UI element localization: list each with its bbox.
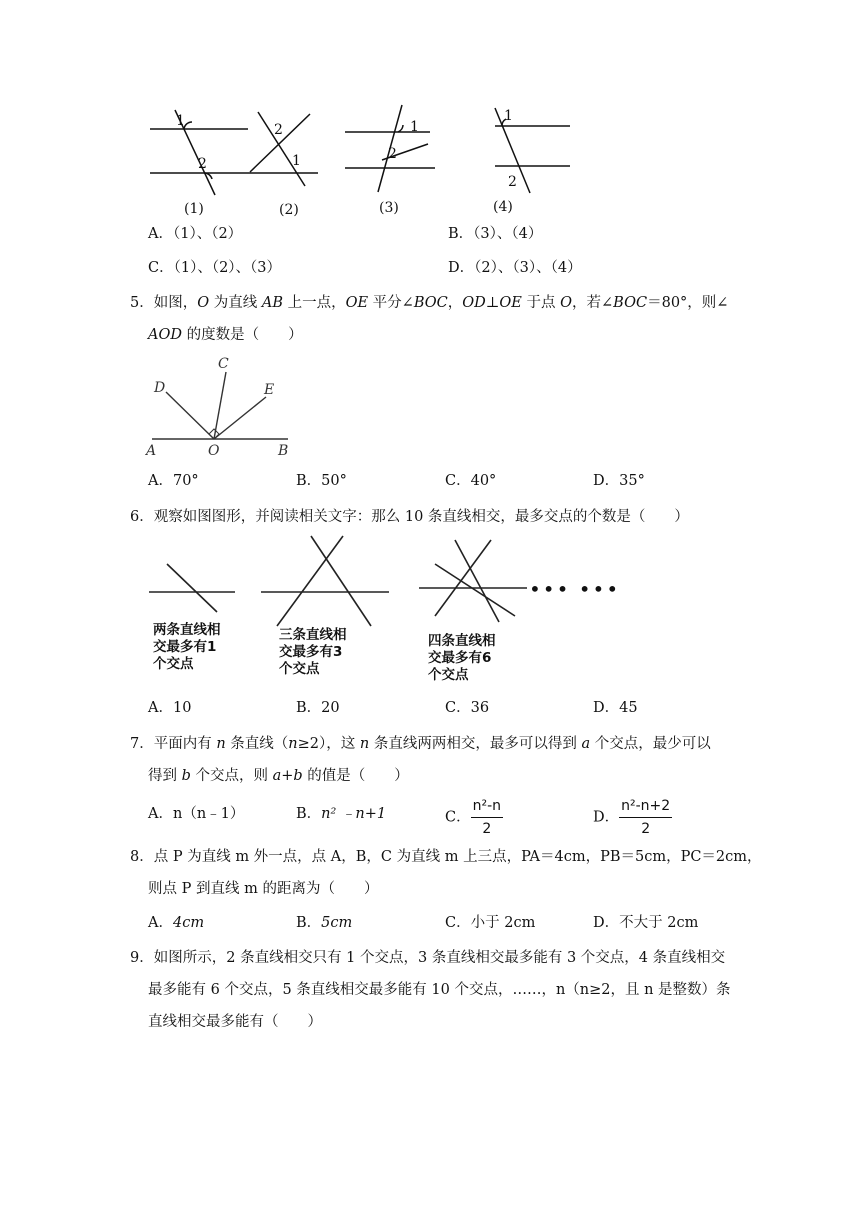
- q4-caption-1: (1): [184, 201, 204, 217]
- q5-label-b: B: [278, 443, 289, 459]
- q5-option-d[interactable]: D．35°: [593, 473, 645, 489]
- q7-option-a[interactable]: A．n（n﹣1）: [148, 806, 245, 822]
- q4-option-b[interactable]: B．（3）、（4）: [448, 226, 543, 242]
- q7-option-c[interactable]: C． $\frac{\text{n²-n}}{2}$: [445, 798, 502, 837]
- q9-stem-line3: 直线相交最多能有（ ）: [148, 1014, 322, 1030]
- q5-label-o: O: [208, 443, 220, 459]
- q8-option-d[interactable]: D．不大于 2cm: [593, 915, 699, 931]
- q5-label-c: C: [218, 356, 229, 372]
- q4-fig3-label-2: 2: [388, 146, 397, 162]
- q5-option-a[interactable]: A．70°: [148, 473, 199, 489]
- q5-stem-line2: AOD 的度数是（ ）: [148, 327, 303, 343]
- q6-ellipsis-dots: ••• •••: [529, 577, 621, 601]
- q7-option-b[interactable]: B．n² ﹣n+1: [296, 806, 387, 822]
- q4-fig2-label-1: 1: [292, 153, 301, 169]
- q7-stem-line1: 7．平面内有 n 条直线（n≥2），这 n 条直线两两相交，最多可以得到 a 个交点，最少可以: [130, 736, 711, 752]
- q5-option-b[interactable]: B．50°: [296, 473, 347, 489]
- q4-figures: [140, 100, 580, 220]
- q8-stem-line2: 则点 P 到直线 m 的距离为（ ）: [148, 881, 379, 897]
- q4-fig2-label-2: 2: [274, 122, 283, 138]
- q8-option-a[interactable]: A．4cm: [148, 915, 205, 931]
- q4-option-c[interactable]: C．（1）、（2）、（3）: [148, 260, 282, 276]
- q8-stem-line1: 8．点 P 为直线 m 外一点，点 A，B，C 为直线 m 上三点，PA＝4cm，PB＝5cm，PC＝2cm，: [130, 849, 762, 865]
- q6-caption-1: 两条直线相 交最多有1 个交点: [153, 622, 221, 672]
- q6-option-c[interactable]: C．36: [445, 700, 490, 716]
- q4-fig4-label-2: 2: [508, 174, 517, 190]
- q4-caption-4: (4): [493, 199, 513, 215]
- q9-stem-line1: 9．如图所示，2 条直线相交只有 1 个交点，3 条直线相交最多能有 3 个交点，4 条直线相交: [130, 950, 726, 966]
- q6-option-d[interactable]: D．45: [593, 700, 638, 716]
- q8-option-c[interactable]: C．小于 2cm: [445, 915, 536, 931]
- q4-fig1-label-2: 2: [198, 156, 207, 172]
- q5-stem-line1: 5．如图，O 为直线 AB 上一点，OE 平分∠BOC，OD⊥OE 于点 O，若∠BOC＝80°，则∠: [130, 295, 729, 311]
- q8-option-b[interactable]: B．5cm: [296, 915, 353, 931]
- q5-label-d: D: [154, 380, 166, 396]
- q7-stem-line2: 得到 b 个交点，则 a+b 的值是（ ）: [148, 768, 409, 784]
- q6-stem: 6．观察如图图形，并阅读相关文字：那么 10 条直线相交，最多交点的个数是（ ）: [130, 509, 689, 525]
- q4-option-a[interactable]: A．（1）、（2）: [148, 226, 243, 242]
- q5-option-c[interactable]: C．40°: [445, 473, 497, 489]
- q4-caption-3: (3): [379, 200, 399, 216]
- q7-option-d-fraction: $\frac{\text{n²-n+2}}{2}$: [621, 798, 671, 837]
- q4-fig4-label-1: 1: [504, 108, 513, 124]
- q5-label-e: E: [264, 382, 275, 398]
- q4-caption-2: (2): [279, 202, 299, 218]
- q6-caption-3: 四条直线相 交最多有6 个交点: [428, 633, 496, 683]
- q4-fig3-label-1: 1: [410, 119, 419, 135]
- q4-fig1-label-1: 1: [176, 113, 185, 129]
- q5-figure: [140, 352, 300, 460]
- q6-caption-2: 三条直线相 交最多有3 个交点: [279, 627, 347, 677]
- q7-option-c-fraction: $\frac{\text{n²-n}}{2}$: [472, 798, 502, 837]
- q4-option-d[interactable]: D．（2）、（3）、（4）: [448, 260, 582, 276]
- q9-stem-line2: 最多能有 6 个交点，5 条直线相交最多能有 10 个交点，……，n（n≥2，且 n 是整数）条: [148, 982, 731, 998]
- q7-option-d[interactable]: D． $\frac{\text{n²-n+2}}{2}$: [593, 798, 671, 837]
- q6-option-a[interactable]: A．10: [148, 700, 192, 716]
- q5-label-a: A: [146, 443, 157, 459]
- q6-option-b[interactable]: B．20: [296, 700, 340, 716]
